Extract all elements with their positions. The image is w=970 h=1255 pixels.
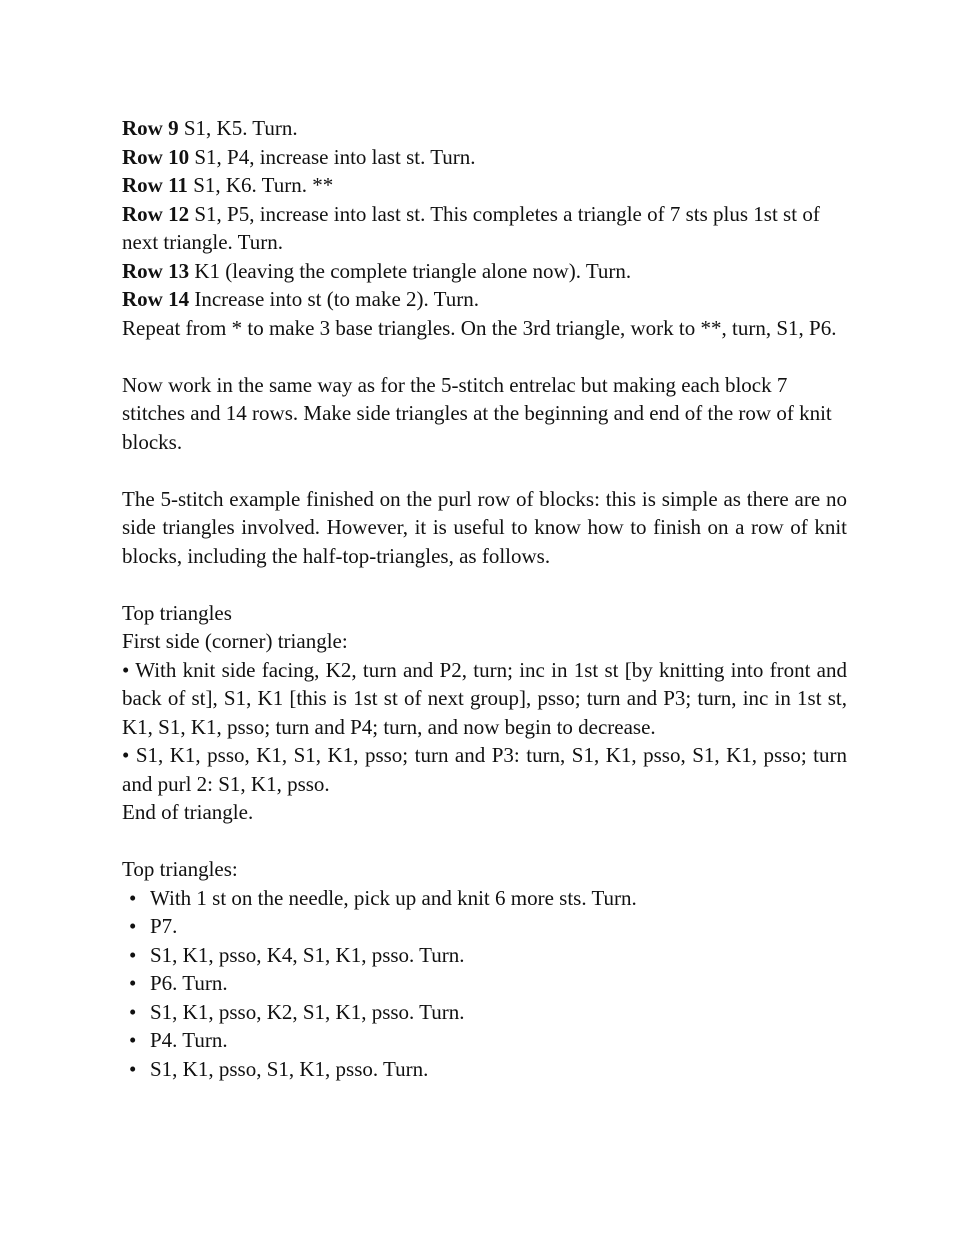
- row-label: Row 13: [122, 258, 190, 283]
- list-item-text: S1, K1, psso, S1, K1, psso. Turn.: [150, 1056, 429, 1081]
- document-page: [122, 114, 847, 1083]
- list-item: [122, 969, 847, 998]
- paragraph-now-work: Now work in the same way as for the 5-stitch entrelac but making each block 7 stitches and 14 rows. Make side triangles at the beginning and end of the row of knit blocks.: [122, 372, 832, 454]
- row-13: [122, 257, 847, 286]
- row-label: Row 11: [122, 173, 188, 197]
- row-12: [122, 200, 847, 257]
- row-label: Row 9: [122, 116, 179, 140]
- row-14: [122, 285, 847, 314]
- paragraph-gap: [122, 570, 847, 599]
- bullet-icon: •: [129, 971, 137, 995]
- list-item-text: P6. Turn.: [150, 971, 228, 995]
- row-text: S1, P4, increase into last st. Turn.: [189, 144, 476, 169]
- bullet-icon: •: [129, 942, 137, 967]
- section-heading-top-triangles: Top triangles: [122, 600, 232, 625]
- row-11: [122, 171, 847, 200]
- list-item-text: With 1 st on the needle, pick up and knit 6 more sts. Turn.: [150, 885, 637, 910]
- paragraph-gap: [122, 827, 847, 856]
- end-of-triangle: End of triangle.: [122, 800, 254, 824]
- subheading-first-side-triangle: First side (corner) triangle:: [122, 629, 348, 653]
- list-item: [122, 998, 847, 1027]
- list-item-text: P7.: [150, 914, 178, 938]
- row-label: Row 12: [122, 201, 190, 226]
- row-text: Increase into st (to make 2). Turn.: [189, 287, 479, 311]
- bullet-icon: •: [129, 885, 137, 910]
- paragraph-five-stitch: The 5-stitch example finished on the purl row of blocks: this is simple as there are no side triangles involved. However, it is useful to know how to finish on a row of knit blocks, including the half-top-triangles, as follows.: [122, 486, 847, 568]
- list-item: [122, 1055, 847, 1084]
- row-label: Row 14: [122, 287, 190, 311]
- bullet-icon: •: [129, 1056, 137, 1081]
- list-item: [122, 1026, 847, 1055]
- row-10: [122, 143, 847, 172]
- row-text: S1, K6. Turn. **: [187, 173, 334, 197]
- list-item-text: S1, K1, psso, K4, S1, K1, psso. Turn.: [150, 942, 465, 967]
- first-side-step: • S1, K1, psso, K1, S1, K1, psso; turn and P3: turn, S1, K1, psso, S1, K1, psso; turn and purl 2: S1, K1, psso.: [122, 743, 847, 796]
- row-instructions: [122, 114, 847, 342]
- section-heading-top-triangles-list: Top triangles:: [122, 857, 238, 881]
- bullet-icon: •: [129, 1028, 137, 1052]
- row-text: K1 (leaving the complete triangle alone now). Turn.: [189, 258, 632, 283]
- list-item: [122, 941, 847, 970]
- bullet-icon: •: [129, 999, 137, 1024]
- top-triangle-steps-list: [122, 884, 847, 1084]
- list-item-text: S1, K1, psso, K2, S1, K1, psso. Turn.: [150, 999, 465, 1024]
- row-9: [122, 114, 847, 143]
- row-label: Row 10: [122, 144, 190, 169]
- paragraph-gap: [122, 342, 847, 371]
- bullet-icon: •: [129, 914, 137, 938]
- list-item: [122, 912, 847, 941]
- row-text: S1, K5. Turn.: [178, 116, 298, 140]
- list-item-text: P4. Turn.: [150, 1028, 228, 1052]
- first-side-step: • With knit side facing, K2, turn and P2, turn; inc in 1st st [by knitting into front and back of st], S1, K1 [this is 1st st of next group], psso; turn and P3; turn, inc in 1st st, K1, S1, K1, psso; turn and P4; turn, and now begin to decrease.: [122, 657, 847, 739]
- repeat-instruction: Repeat from * to make 3 base triangles. On the 3rd triangle, work to **, turn, S1, P6.: [122, 315, 837, 340]
- list-item: [122, 884, 847, 913]
- paragraph-gap: [122, 456, 847, 485]
- row-text: S1, P5, increase into last st. This completes a triangle of 7 sts plus 1st st of next triangle. Turn.: [122, 201, 820, 254]
